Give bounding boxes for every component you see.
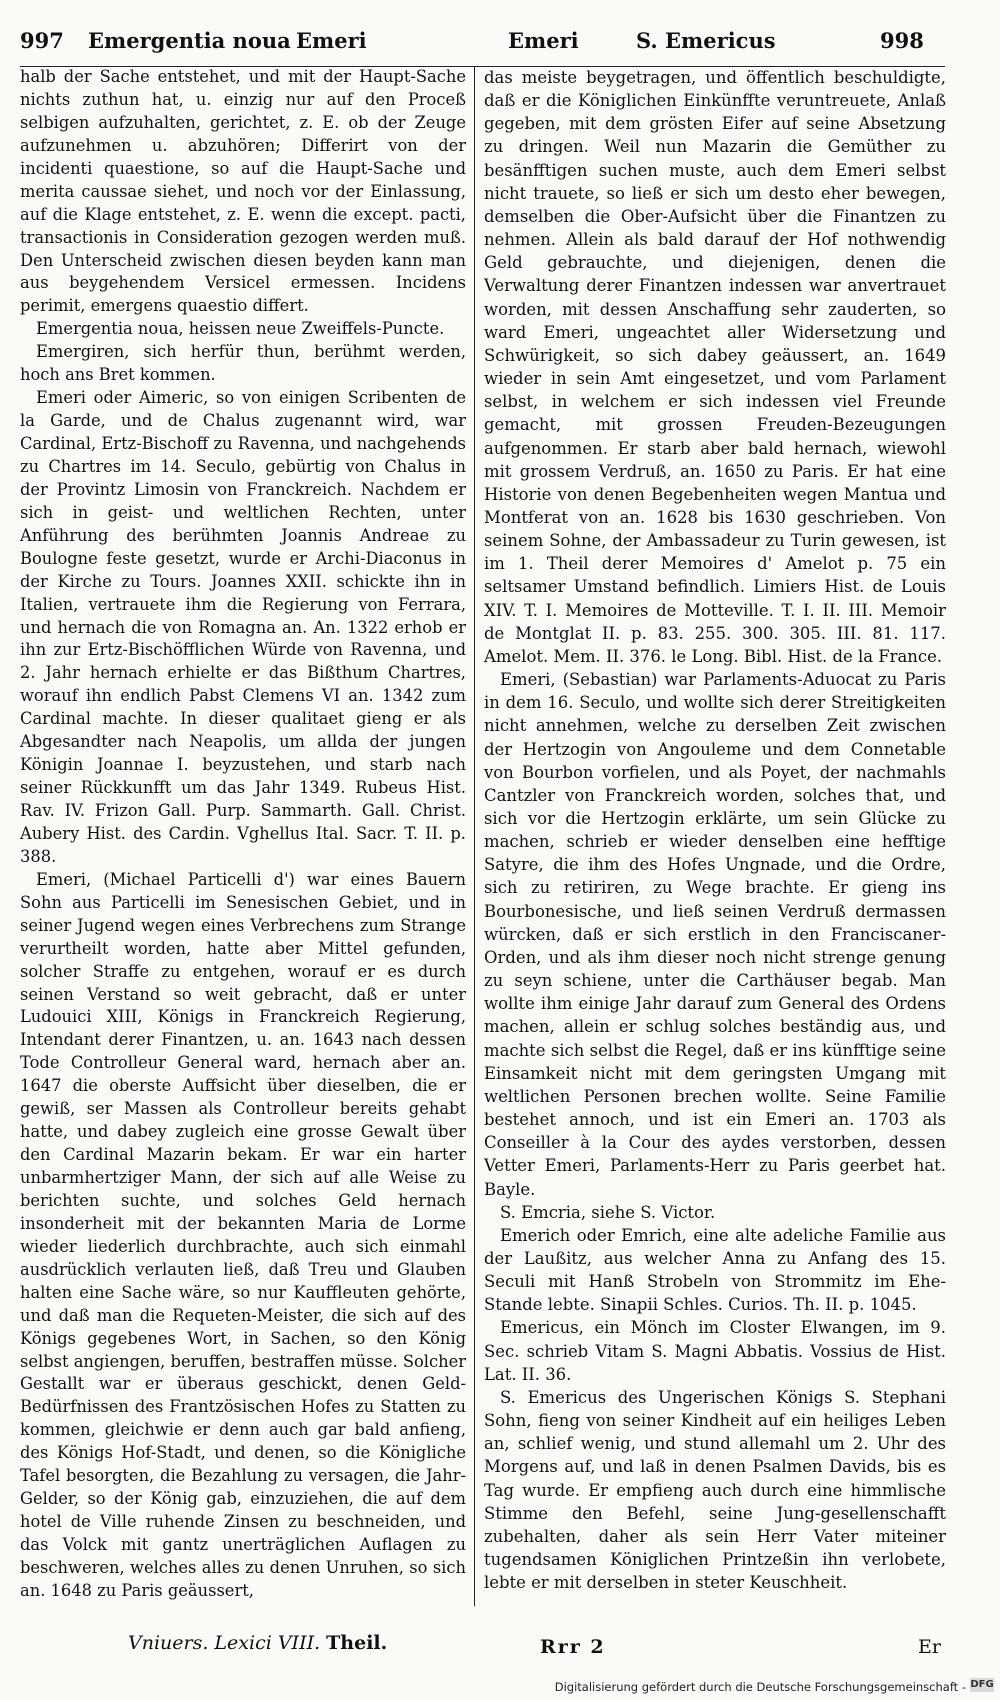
- paragraph: Emeri, (Sebastian) war Parlaments-Aduocat zu Paris in dem 16. Seculo, und wollte sich derer Streitigkeiten nicht annehmen, welche zu derselben Zeit zwischen der Hertzogin von Angouleme und dem Connetable von Bourbon vorfielen, und als Poyet, der nachmahls Cantzler von Franckreich worden, solches that, und sich vor die Hertzogin erklärte, um sein Glücke zu machen, schrieb er wieder denselben eine hefftige Satyre, die ihm des Hofes Ungnade, und die Ordre, sich zu retiriren, zu Wege brachte. Er gieng ins Bourbonesische, und ließ seinen Verdruß dermassen würcken, daß er sich erstlich in den Franciscaner-Orden, und als ihm dieser noch nicht strenge genung zu seyn schiene, unter die Carthäuser begab. Man wollte ihm einige Jahr darauf zum General des Ordens machen, allein er schlug solches beständig aus, und machte sich selbst die Regel, daß er ins künfftige seine Einsamkeit nicht mit dem geringsten Umgang mit weltlichen Personen brechen wollte. Seine Familie bestehet annoch, und ist ein Emeri an. 1703 als Conseiller à la Cour des aydes verstorben, dessen Vetter Emeri, Parlaments-Herr zu Paris geerbet hat. Bayle.: [484, 670, 946, 1199]
- paragraph: das meiste beygetragen, und öffentlich beschuldigte, daß er die Königlichen Einkünffte veruntreuete, Anlaß gegeben, mit dem grösten Eifer auf seine Absetzung zu dringen. Weil nun Mazarin die Gemüther zu besänfftigen suchen muste, auch dem Emeri selbst nicht trauete, so ließ er sich um desto eher bewegen, demselben die Ober-Aufsicht über die Finantzen zu nehmen. Allein als bald darauf der Hof nothwendig Geld gebrauchte, und diejenigen, denen die Verwaltung derer Finantzen indessen war anvertrauet worden, mit dessen Anschaffung sehr zauderten, so ward Emeri, ungeachtet aller Widersetzung und Schwürigkeit, so sich dabey geäussert, an. 1649 wieder in sein Amt eingesetzet, und vom Parlament selbst, in welchem er sich indessen viel Freunde gemacht, mit grossen Freuden-Bezeugungen aufgenommen. Er starb aber bald hernach, wiewohl mit grossem Verdruß, an. 1650 zu Paris. Er hat eine Historie von denen Begebenheiten wegen Mantua und Montferat von an. 1628 bis 1630 geschrieben. Von seinem Sohne, der Ambassadeur zu Turin gewesen, ist im 1. Theil derer Memoires d' Amelot p. 75 ein seltsamer Umstand befindlich. Limiers Hist. de Louis XIV. T. I. Memoires de Motteville. T. I. II. III. Memoir de Montglat II. p. 83. 255. 300. 305. III. 81. 117. Amelot. Mem. II. 376. le Long. Bibl. Hist. de la France.: [484, 68, 946, 666]
- page-header: [0, 20, 1000, 60]
- left-catch-heading: Emeri: [296, 28, 367, 53]
- left-running-title: Emergentia noua: [88, 28, 291, 53]
- left-page-number: 997: [20, 28, 64, 53]
- paragraph: Emergentia noua, heissen neue Zweiffels-Puncte.: [36, 319, 445, 339]
- digitization-credit: Digitalisierung gefördert durch die Deutsche Forschungsgemeinschaft -: [554, 1680, 966, 1694]
- volume-signature-part: Theil.: [326, 1632, 388, 1654]
- right-catch-heading: Emeri: [508, 28, 579, 53]
- paragraph: S. Emcria, siehe S. Victor.: [500, 1202, 716, 1222]
- dfg-logo: DFG: [970, 1679, 994, 1690]
- volume-signature-text: Vniuers. Lexici VIII.: [128, 1632, 321, 1654]
- paragraph: Emeri oder Aimeric, so von einigen Scribenten de la Garde, und de Chalus zugenannt wird, war Cardinal, Ertz-Bischoff zu Ravenna, und nachgehends zu Chartres im 14. Seculo, gebürtig von Chalus in der Provintz Limosin von Franckreich. Nachdem er sich in geist- und weltlichen Rechten, unter Anführung des berühmten Joannis Andreae zu Boulogne feste gesetzt, wurde er Archi-Diaconus in der Kirche zu Tours. Joannes XXII. schickte ihn in Italien, vertrauete ihm die Regierung von Ferrara, und hernach die von Romagna an. An. 1322 erhob er ihn zur Ertz-Bischöfflichen Würde von Ravenna, und 2. Jahr hernach erhielte er das Bißthum Chartres, worauf ihn endlich Pabst Clemens VI an. 1342 zum Cardinal machte. In dieser qualitaet gieng er als Abgesandter nach Neapolis, um allda der jungen Königin Joannae I. beyzustehen, und starb nach seiner Rückkunfft um das Jahr 1349. Rubeus Hist. Rav. IV. Frizon Gall. Purp. Sammarth. Gall. Christ. Aubery Hist. des Cardin. Vghellus Ital. Sacr. T. II. p. 388.: [20, 388, 466, 866]
- paragraph: S. Emericus des Ungerischen Königs S. Stephani Sohn, fieng von seiner Kindheit auf ein heiliges Leben an, schlief wenig, und stund allemahl um 2. Uhr des Morgens auf, und laß in denen Psalmen Davids, bis es Tag wurde. Er empfieng auch durch eine himmlische Stimme den Befehl, seine Jung-gesellenschafft zubehalten, daher als sein Herr Vater miteiner tugendsamen Königlichen Printzeßin ihn verlobete, lebte er mit derselben in steter Keuschheit.: [484, 1387, 946, 1593]
- paragraph: Emerich oder Emrich, eine alte adeliche Familie aus der Laußitz, aus welcher Anna zu Anfang des 15. Seculi mit Hanß Strobeln von Strommitz im Ehe-Stande lebte. Sinapii Schles. Curios. Th. II. p. 1045.: [484, 1225, 946, 1315]
- volume-signature: [128, 1632, 387, 1654]
- paragraph: Emericus, ein Mönch im Closter Elwangen, im 9. Sec. schrieb Vitam S. Magni Abbatis. Vossius de Hist. Lat. II. 36.: [484, 1318, 946, 1384]
- sheet-signature-mark: Rrr 2: [540, 1636, 606, 1658]
- paragraph: Emeri, (Michael Particelli d') war eines Bauern Sohn aus Particelli im Senesischen Gebiet, und in seiner Jugend wegen eines Verbrechens zum Strange verurtheilt worden, hatte aber Mittel gefunden, solcher Straffe zu entgehen, worauf er es durch seinen Verstand so weit gebracht, daß er unter Ludouici XIII, Königs in Franckreich Regierung, Intendant derer Finantzen, u. an. 1643 nach dessen Tode Controlleur General ward, hernach aber an. 1647 die oberste Auffsicht über dieselben, die er gewiß, ser Massen als Controlleur bereits gehabt hatte, und dabey zugleich eine grosse Gewalt über den Cardinal Mazarin bekam. Er war ein harter unbarmhertziger Mann, der sich auf alle Weise zu berichten suchte, und solches Geld hernach insonderheit mit der bekannten Maria de Lorme wieder liederlich durchbrachte, auch sich einmahl ausdrücklich verlauten ließ, daß Treu und Glauben halten eine Sache wäre, so nur Kauffleuten gehörte, und daß man die Requeten-Meister, die sich auf des Königs gegebenes Wort, in Sachen, so den König selbst angiengen, beruffen, bestraffen müsse. Solcher Gestallt war er überaus geschickt, denen Geld-Bedürfnissen des Frantzösischen Hofes zu Statten zu kommen, gleichwie er denn auch gar bald anfieng, des Königs Hof-Stadt, und denen, so die Königliche Tafel besorgten, die Bezahlung zu versagen, die Jahr-Gelder, so der König gab, einzuziehen, die auf dem hotel de Ville ruhende Zinsen zu beschneiden, und das Volck mit gantz unerträglichen Auflagen zu beschweren, welches alles zu denen Unruhen, so sich an. 1648 zu Paris geäussert,: [20, 869, 467, 1600]
- right-column: [484, 66, 946, 1594]
- paragraph: halb der Sache entstehet, und mit der Haupt-Sache nichts zuthun hat, u. einzig nur auf den Proceß selbigen aufzuhalten, gerichtet, z. E. ob der Zeuge aufzunehmen u. abzuhören; Differirt von der incidenti quaestione, so auf die Haupt-Sache und merita caussae siehet, und noch vor der Einlassung, auf die Klage entstehet, z. E. wenn die except. pacti, transactionis in Consideration gezogen werden muß. Den Unterscheid zwischen diesen beyden kann man aus beygehendem Versicel ermessen. Incidens perimit, emergens quaestio differt.: [20, 67, 466, 316]
- paragraph: Emergiren, sich herfür thun, berühmt werden, hoch ans Bret kommen.: [20, 342, 466, 385]
- catchword: Er: [918, 1636, 941, 1658]
- left-column: [20, 66, 466, 1603]
- column-separator: [474, 66, 475, 1606]
- right-page-number: 998: [880, 28, 924, 53]
- right-running-title: S. Emericus: [636, 28, 776, 53]
